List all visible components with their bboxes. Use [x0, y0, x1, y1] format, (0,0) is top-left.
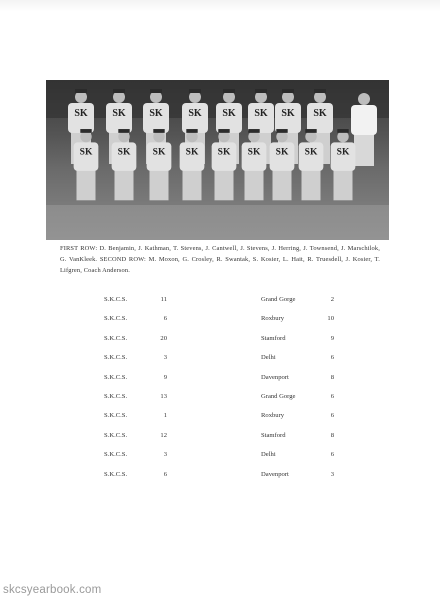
- home-team-name: S.K.C.S.: [104, 470, 128, 478]
- home-score: 1: [163, 412, 167, 420]
- opponent-name: Davenport: [261, 470, 289, 478]
- score-row: [0, 335, 440, 347]
- home-score: 20: [160, 334, 167, 342]
- opponent-score: 9: [330, 334, 334, 342]
- opponent-score: 2: [330, 296, 334, 303]
- home-team-name: S.K.C.S.: [104, 296, 128, 303]
- opponent-score: 10: [327, 315, 334, 323]
- home-team-name: S.K.C.S.: [104, 451, 128, 459]
- score-row: [0, 354, 440, 366]
- svg-text:SK: SK: [152, 147, 166, 158]
- home-score: 6: [163, 470, 167, 478]
- svg-text:SK: SK: [313, 108, 327, 119]
- opponent-name: Grand Gorge: [261, 393, 296, 400]
- home-score: 12: [160, 431, 167, 439]
- home-team-name: S.K.C.S.: [104, 315, 128, 323]
- svg-text:SK: SK: [304, 147, 318, 158]
- svg-text:SK: SK: [74, 108, 88, 119]
- opponent-name: Grand Gorge: [261, 296, 296, 303]
- svg-text:SK: SK: [222, 108, 236, 119]
- opponent-name: Roxbury: [261, 315, 285, 323]
- score-row: [0, 393, 440, 405]
- opponent-name: Davenport: [261, 373, 289, 381]
- svg-text:SK: SK: [217, 147, 231, 158]
- score-row: [0, 296, 440, 308]
- home-team-name: S.K.C.S.: [104, 334, 128, 342]
- score-row: [0, 432, 440, 444]
- photo-caption: FIRST ROW: D. Benjamin, J. Kathman, T. Stevens, J. Cantwell, J. Stevens, J. Herring, J. Townsend, J. Marschilok, G. VanKleek. SECOND ROW: M. Moxon, G. Crosley, R. Swantak, S. Kosier, L. Hait, R. Truesdell, J. Kosier, T. Lifgren, Coach Anderson.: [60, 245, 380, 274]
- home-score: 6: [163, 315, 167, 323]
- opponent-score: 6: [330, 451, 334, 459]
- home-team-name: S.K.C.S.: [104, 373, 128, 381]
- page-edge: [0, 0, 440, 12]
- svg-text:SK: SK: [79, 147, 93, 158]
- team-photo: [46, 80, 389, 240]
- svg-text:SK: SK: [188, 108, 202, 119]
- opponent-score: 6: [330, 354, 334, 362]
- home-score: 3: [163, 451, 167, 459]
- svg-text:SK: SK: [112, 108, 126, 119]
- opponent-name: Stamford: [261, 334, 286, 342]
- home-score: 13: [160, 393, 167, 400]
- svg-text:SK: SK: [149, 108, 163, 119]
- home-team-name: S.K.C.S.: [104, 431, 128, 439]
- svg-text:SK: SK: [254, 108, 268, 119]
- opponent-name: Stamford: [261, 431, 286, 439]
- svg-text:SK: SK: [185, 147, 199, 158]
- home-team-name: S.K.C.S.: [104, 412, 128, 420]
- svg-text:SK: SK: [336, 147, 350, 158]
- opponent-name: Roxbury: [261, 412, 285, 420]
- svg-text:SK: SK: [117, 147, 131, 158]
- home-team-name: S.K.C.S.: [104, 354, 128, 362]
- opponent-score: 3: [330, 470, 334, 478]
- opponent-score: 8: [330, 373, 334, 381]
- opponent-score: 6: [330, 412, 334, 420]
- home-team-name: S.K.C.S.: [104, 393, 128, 400]
- opponent-score: 6: [330, 393, 334, 400]
- grass-field: [46, 205, 389, 240]
- opponent-name: Delhi: [261, 451, 276, 459]
- team-photo-image: [46, 80, 389, 240]
- home-score: 9: [163, 373, 167, 381]
- score-row: [0, 451, 440, 463]
- score-row: [0, 412, 440, 424]
- score-row: [0, 471, 440, 483]
- home-score: 3: [163, 354, 167, 362]
- svg-text:SK: SK: [275, 147, 289, 158]
- opponent-name: Delhi: [261, 354, 276, 362]
- score-row: [0, 315, 440, 327]
- score-row: [0, 374, 440, 386]
- svg-text:SK: SK: [247, 147, 261, 158]
- opponent-score: 8: [330, 431, 334, 439]
- svg-text:SK: SK: [281, 108, 295, 119]
- site-watermark: skcsyearbook.com: [3, 584, 102, 596]
- home-score: 11: [160, 296, 167, 303]
